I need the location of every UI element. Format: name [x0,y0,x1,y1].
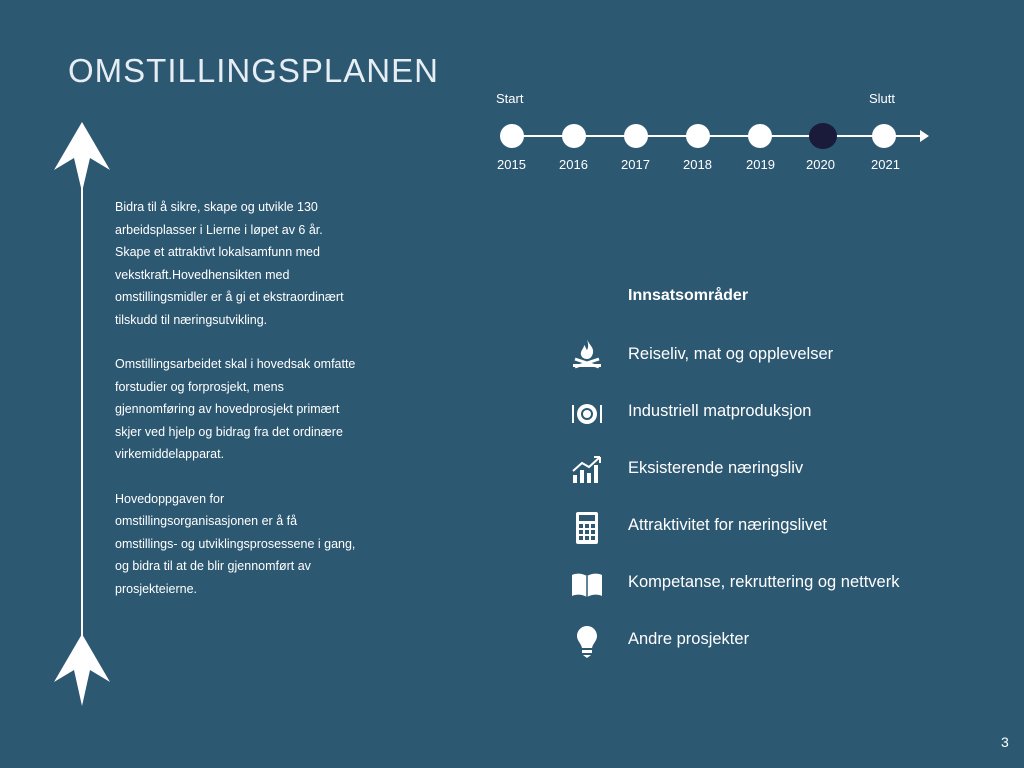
paragraph-3 [115,488,390,601]
focus-area-item-5 [560,565,1010,605]
paragraph-1-line-6: tilskudd til næringsutvikling. [115,312,268,327]
timeline-end-label: Slutt [869,91,896,106]
focus-area-label-2: Industriell matproduksjon [628,402,812,420]
page-number: 3 [1001,734,1009,750]
paragraph-2-line-1: Omstillingsarbeidet skal i hovedsak omfatte [115,357,356,371]
focus-area-label-3: Eksisterende næringsliv [628,459,804,477]
paragraph-2-line-4: skjer ved hjelp og bidrag fra det ordinære [115,424,343,439]
timeline-marker-2021 [872,124,896,148]
paragraph-1-line-5: omstillingsmidler er å gi et ekstraordinært [115,290,344,304]
paragraph-2-line-3: gjennomføring av hovedprosjekt primært [115,402,340,416]
paragraph-1-line-4: vekstkraft.Hovedhensikten med [115,267,290,282]
timeline-year-2021: 2021 [871,157,900,172]
plate-fork-knife-icon [570,399,604,429]
campfire-icon [570,337,604,371]
focus-area-item-3 [560,451,1010,491]
focus-area-label-5: Kompetanse, rekruttering og nettverk [628,573,900,591]
timeline-year-2019: 2019 [746,157,775,172]
timeline-year-2020: 2020 [806,157,835,172]
paragraph-3-line-5: prosjekteierne. [115,581,197,596]
timeline-start-label: Start [496,91,524,106]
focus-areas-heading: Innsatsområder [628,287,749,304]
paragraph-3-line-3: omstillings- og utviklingsprosessene i gang, [115,536,356,551]
paragraph-3-line-4: og bidra til at de blir gjennomført av [115,559,311,573]
paragraph-2-line-2: forstudier og forprosjekt, mens [115,379,284,394]
timeline-marker-2015 [500,124,524,148]
paragraph-3-line-1: Hovedoppgaven for [115,491,225,506]
timeline-marker-2020-current [809,123,837,149]
vertical-arrow-svg [52,122,112,708]
timeline-year-2018: 2018 [683,157,712,172]
focus-area-label-6: Andre prosjekter [628,630,750,648]
timeline-marker-2016 [562,124,586,148]
paragraph-spacer-2 [115,466,390,488]
timeline-marker-2017 [624,124,648,148]
paragraph-1-line-1: Bidra til å sikre, skape og utvikle 130 [115,200,318,214]
open-book-icon [570,571,604,599]
timeline [494,88,934,184]
paragraph-3-line-2: omstillingsorganisasjonen er å få [115,514,298,528]
focus-area-label-4: Attraktivitet for næringslivet [628,516,827,534]
timeline-year-2015: 2015 [497,157,526,172]
lightbulb-icon [574,625,600,659]
focus-area-label-1: Reiseliv, mat og opplevelser [628,345,834,363]
growth-chart-icon [570,455,604,485]
calculator-icon [574,511,600,545]
paragraph-1-line-2: arbeidsplasser i Lierne i løpet av 6 år. [115,222,323,237]
focus-area-item-4 [560,508,1010,548]
focus-area-item-6 [560,622,1010,662]
paragraph-2 [115,353,390,466]
focus-area-item-1 [560,337,1010,377]
timeline-arrow-head [920,130,929,142]
timeline-year-2017: 2017 [621,157,650,172]
body-text-column [115,196,390,600]
timeline-marker-2019 [748,124,772,148]
timeline-year-2016: 2016 [559,157,588,172]
paragraph-2-line-5: virkemiddelapparat. [115,447,225,461]
timeline-marker-2018 [686,124,710,148]
paragraph-1-line-3: Skape et attraktivt lokalsamfunn med [115,245,320,259]
slide-title: OMSTILLINGSPLANEN [68,52,439,89]
paragraph-spacer-1 [115,331,390,353]
focus-area-item-2 [560,394,1010,434]
vertical-arrow-graphic [52,122,112,708]
paragraph-1 [115,196,390,331]
